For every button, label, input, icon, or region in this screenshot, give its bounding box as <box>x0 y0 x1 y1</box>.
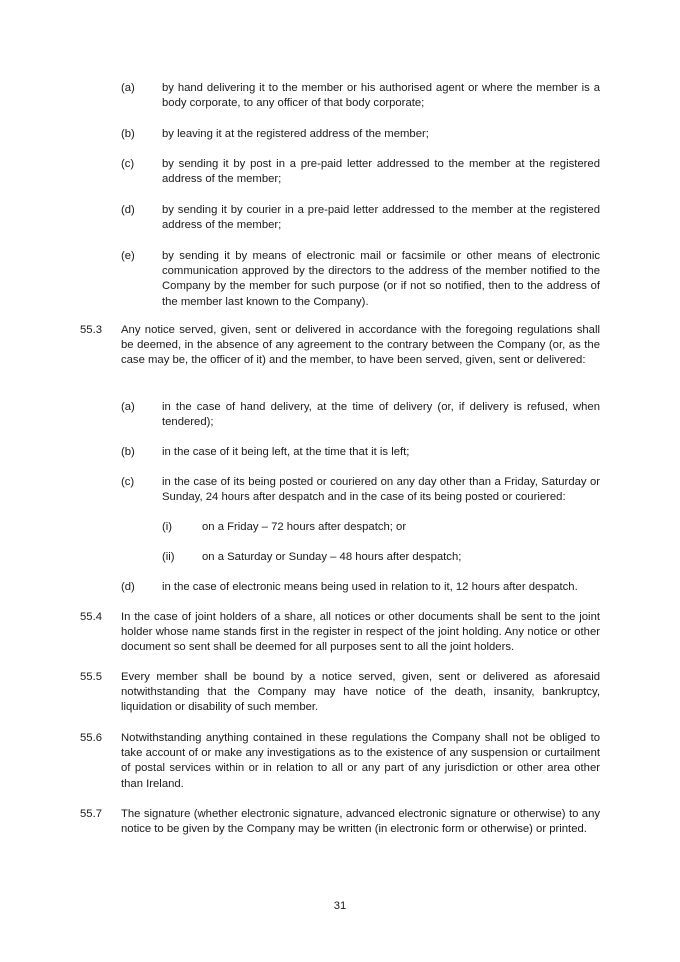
list-item-text: by hand delivering it to the member or his authorised agent or where the member is a body corporate, to any officer of that body corporate; <box>162 82 600 110</box>
list-item-label: (c) <box>121 476 135 488</box>
list-item-text: by sending it by means of electronic mail or facsimile or other means of electronic communication approved by the directors to the address of the member notified to the Company by the member for such purpose (or if not so notified, then to the address of the member last known to the Company). <box>162 250 600 308</box>
clause-number: 55.4 <box>80 611 102 623</box>
clause-number: 55.3 <box>80 324 102 336</box>
list-item-label: (c) <box>121 158 135 170</box>
sub-item-text: on a Friday – 72 hours after despatch; or <box>202 521 407 533</box>
list-item-label: (d) <box>121 581 135 593</box>
list-item-text: in the case of its being posted or couriered on any day other than a Friday, Saturday or Sunday, 24 hours after despatch and in the case of its being posted or couriered: <box>162 476 600 504</box>
list-item-label: (b) <box>121 446 135 458</box>
list-item-text: in the case of electronic means being used in relation to it, 12 hours after despatch. <box>162 581 578 593</box>
sub-item-label: (i) <box>162 521 173 533</box>
clause-number: 55.5 <box>80 671 102 683</box>
list-item-text: in the case of it being left, at the time that it is left; <box>162 446 410 458</box>
sub-item-text: on a Saturday or Sunday – 48 hours after despatch; <box>202 551 462 563</box>
list-item-label: (d) <box>121 204 135 216</box>
list-item-text: in the case of hand delivery, at the time of delivery (or, if delivery is refused, when tendered); <box>162 401 600 429</box>
list-item-label: (b) <box>121 128 135 140</box>
list-item-text: by leaving it at the registered address of the member; <box>162 128 429 140</box>
clause-text: The signature (whether electronic signature, advanced electronic signature or otherwise) to any notice to be given by the Company may be written (in electronic form or otherwise) or printed. <box>121 808 600 836</box>
list-item-label: (a) <box>121 401 135 413</box>
clause-number: 55.6 <box>80 732 102 744</box>
list-item-label: (e) <box>121 250 135 262</box>
page-number: 31 <box>333 900 347 912</box>
list-item-text: by sending it by post in a pre-paid letter addressed to the member at the registered address of the member; <box>162 158 600 186</box>
clause-number: 55.7 <box>80 808 102 820</box>
clause-text: In the case of joint holders of a share, all notices or other documents shall be sent to the joint holder whose name stands first in the register in respect of the joint holding. Any notice or other document so sent shall be deemed for all purposes sent to all the joint holders. <box>121 611 600 654</box>
list-item-label: (a) <box>121 82 135 94</box>
list-item-text: by sending it by courier in a pre-paid letter addressed to the member at the registered address of the member; <box>162 204 600 232</box>
clause-text: Every member shall be bound by a notice served, given, sent or delivered as aforesaid notwithstanding that the Company may have notice of the death, insanity, bankruptcy, liquidation or disability of such member. <box>121 671 600 714</box>
clause-text: Any notice served, given, sent or delivered in accordance with the foregoing regulations shall be deemed, in the absence of any agreement to the contrary between the Company (or, as the case may be, the officer of it) and the member, to have been served, given, sent or delivered: <box>121 324 600 367</box>
sub-item-label: (ii) <box>162 551 175 563</box>
clause-text: Notwithstanding anything contained in these regulations the Company shall not be obliged to take account of or make any investigations as to the existence of any suspension or curtailment of postal services within or in relation to all or any part of any jurisdiction or other area other than Ireland. <box>121 732 600 790</box>
